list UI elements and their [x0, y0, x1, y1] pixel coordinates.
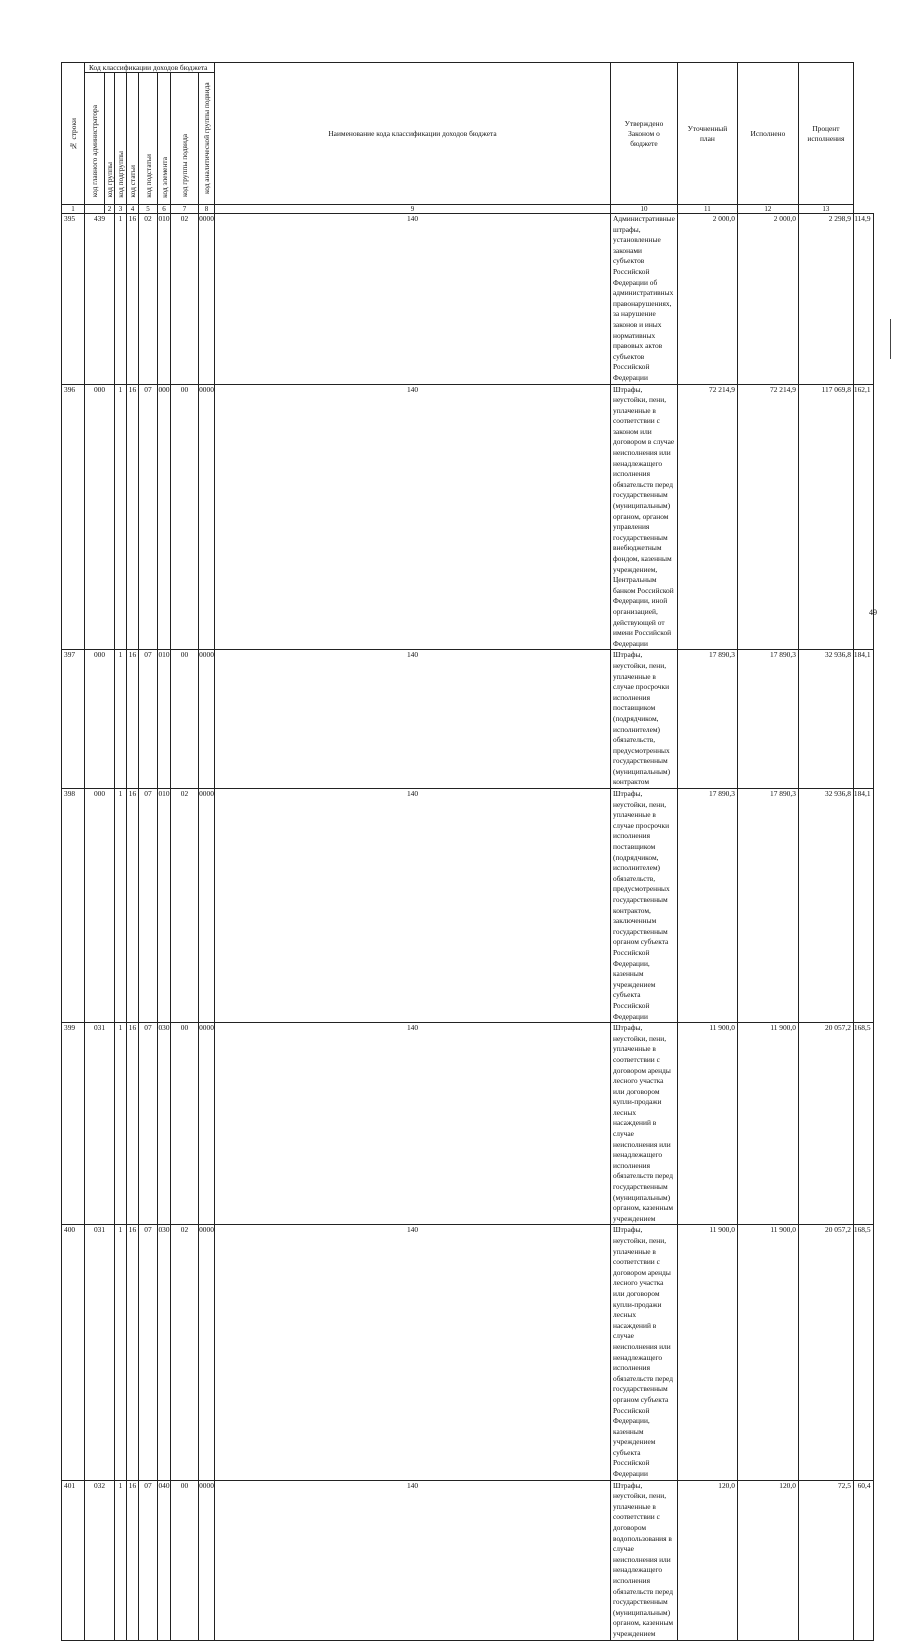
code-element-cell: 00: [171, 1023, 199, 1225]
code-subtype-group-cell: 0000: [199, 384, 215, 650]
code-article-cell: 07: [139, 789, 158, 1023]
code-analytic-group-cell: 140: [215, 384, 611, 650]
column-number: 9: [215, 205, 611, 214]
code-element-cell: 02: [171, 214, 199, 385]
executed-value-cell: 2 298,9: [798, 214, 853, 385]
code-admin-cell: 000: [85, 384, 115, 650]
row-number-header: № строки: [62, 63, 85, 205]
code-subgroup-cell: 16: [127, 650, 139, 789]
code-group-cell: 1: [115, 1480, 127, 1640]
percent-value-cell: 114,9: [853, 214, 873, 385]
code-subgroup-cell: 16: [127, 1023, 139, 1225]
revenue-name-cell: Штрафы, неустойки, пени, уплаченные в соответствии с законом или договором в случае неисполнения или ненадлежащего исполнения обязательств перед государственным (муниципальным) органом, органом управления государственным внебюджетным фондом, казенным учреждением, Центральным банком Российской Федерации, иной организацией, действующей от имени Российской Федерации: [611, 384, 678, 650]
code-analytic-group-cell: 140: [215, 214, 611, 385]
code-group-cell: 1: [115, 650, 127, 789]
table-row: [62, 1225, 874, 1480]
code-subarticle-header: код подстатьи: [139, 73, 158, 205]
code-group-cell: 1: [115, 214, 127, 385]
code-subarticle-cell: 010: [158, 650, 171, 789]
code-subgroup-cell: 16: [127, 1480, 139, 1640]
code-element-cell: 02: [171, 1225, 199, 1480]
code-element-cell: 02: [171, 789, 199, 1023]
row-number-cell: 395: [62, 214, 85, 385]
code-admin-cell: 031: [85, 1225, 115, 1480]
revenue-name-cell: Штрафы, неустойки, пени, уплаченные в соответствии с договором аренды лесного участка или договором купли-продажи лесных насаждений в случае неисполнения или ненадлежащего исполнения обязательств перед государственным органом субъекта Российской Федерации, казенным учреждением субъекта Российской Федерации: [611, 1225, 678, 1480]
table-row: [62, 1480, 874, 1640]
code-subgroup-cell: 16: [127, 384, 139, 650]
column-numbers-row: [62, 205, 874, 214]
percent-value-cell: 162,1: [853, 384, 873, 650]
code-admin-header: код главного администратора: [85, 73, 105, 205]
row-number-cell: 396: [62, 384, 85, 650]
approved-value-cell: 11 900,0: [677, 1023, 737, 1225]
code-article-cell: 02: [139, 214, 158, 385]
percent-value-cell: 168,5: [853, 1225, 873, 1480]
column-number: 2: [105, 205, 115, 214]
code-article-header: код статьи: [127, 73, 139, 205]
approved-value-cell: 2 000,0: [677, 214, 737, 385]
code-element-cell: 00: [171, 650, 199, 789]
executed-value-cell: 117 069,8: [798, 384, 853, 650]
revenue-name-cell: Штрафы, неустойки, пени, уплаченные в соответствии с договором водопользования в случае неисполнения или ненадлежащего исполнения обязательств перед государственным (муниципальным) органом, казенным учреждением: [611, 1480, 678, 1640]
page-number: 49: [869, 608, 877, 617]
executed-value-cell: 72,5: [798, 1480, 853, 1640]
executed-header: Исполнено: [737, 63, 798, 205]
column-number: 8: [199, 205, 215, 214]
refined-value-cell: 72 214,9: [737, 384, 798, 650]
row-number-cell: 401: [62, 1480, 85, 1640]
approved-value-cell: 72 214,9: [677, 384, 737, 650]
code-subgroup-cell: 16: [127, 214, 139, 385]
refined-value-cell: 11 900,0: [737, 1023, 798, 1225]
code-subtype-group-cell: 0000: [199, 214, 215, 385]
code-subarticle-cell: 010: [158, 789, 171, 1023]
code-subgroup-cell: 16: [127, 789, 139, 1023]
column-number: 5: [139, 205, 158, 214]
approved-value-cell: 17 890,3: [677, 650, 737, 789]
approved-value-cell: 120,0: [677, 1480, 737, 1640]
code-subtype-group-cell: 0000: [199, 650, 215, 789]
code-group-cell: 1: [115, 1023, 127, 1225]
column-number: 13: [798, 205, 853, 214]
code-subtype-group-cell: 0000: [199, 1480, 215, 1640]
percent-value-cell: 184,1: [853, 650, 873, 789]
table-row: [62, 650, 874, 789]
column-number: 6: [158, 205, 171, 214]
percent-header: Процент исполнения: [798, 63, 853, 205]
code-analytic-group-cell: 140: [215, 1225, 611, 1480]
code-admin-cell: 032: [85, 1480, 115, 1640]
refined-value-cell: 17 890,3: [737, 650, 798, 789]
executed-value-cell: 32 936,8: [798, 650, 853, 789]
code-element-cell: 00: [171, 1480, 199, 1640]
table-body: [62, 214, 874, 1641]
column-number: 1: [62, 205, 85, 214]
name-header: Наименование кода классификации доходов бюджета: [215, 63, 611, 205]
table-row: [62, 384, 874, 650]
code-analytic-group-cell: 140: [215, 650, 611, 789]
table-row: [62, 1023, 874, 1225]
column-number: 3: [115, 205, 127, 214]
percent-value-cell: 60,4: [853, 1480, 873, 1640]
code-group-header: код группы: [105, 73, 115, 205]
executed-value-cell: 20 057,2: [798, 1225, 853, 1480]
code-subtype-group-header: код группы подвида: [171, 73, 199, 205]
column-number: 10: [611, 205, 678, 214]
code-subgroup-cell: 16: [127, 1225, 139, 1480]
code-analytic-group-cell: 140: [215, 1480, 611, 1640]
executed-value-cell: 32 936,8: [798, 789, 853, 1023]
code-analytic-group-cell: 140: [215, 1023, 611, 1225]
code-article-cell: 07: [139, 1023, 158, 1225]
code-subarticle-cell: 030: [158, 1023, 171, 1225]
refined-value-cell: 11 900,0: [737, 1225, 798, 1480]
code-article-cell: 07: [139, 384, 158, 650]
refined-value-cell: 120,0: [737, 1480, 798, 1640]
code-element-cell: 00: [171, 384, 199, 650]
code-element-header: код элемента: [158, 73, 171, 205]
code-subtype-group-cell: 0000: [199, 1225, 215, 1480]
approved-value-cell: 11 900,0: [677, 1225, 737, 1480]
budget-revenue-table: [61, 62, 874, 1641]
row-number-cell: 400: [62, 1225, 85, 1480]
column-number: [85, 205, 105, 214]
table-row: [62, 789, 874, 1023]
code-subarticle-cell: 040: [158, 1480, 171, 1640]
column-number: 7: [171, 205, 199, 214]
code-analytic-group-header: код аналитической группы подвида: [199, 73, 215, 205]
approved-header: Утверждено Законом о бюджете: [611, 63, 678, 205]
code-admin-cell: 000: [85, 650, 115, 789]
code-article-cell: 07: [139, 650, 158, 789]
refined-plan-header: Уточненный план: [677, 63, 737, 205]
code-group-cell: 1: [115, 384, 127, 650]
code-admin-cell: 031: [85, 1023, 115, 1225]
column-number: 11: [677, 205, 737, 214]
revenue-name-cell: Административные штрафы, установленные законами субъектов Российской Федерации об административных правонарушениях, за нарушение законов и иных нормативных правовых актов субъектов Российской Федерации: [611, 214, 678, 385]
column-number: 4: [127, 205, 139, 214]
code-article-cell: 07: [139, 1480, 158, 1640]
code-analytic-group-cell: 140: [215, 789, 611, 1023]
revenue-name-cell: Штрафы, неустойки, пени, уплаченные в случае просрочки исполнения поставщиком (подрядчиком, исполнителем) обязательств, предусмотренных государственным (муниципальным) контрактом: [611, 650, 678, 789]
refined-value-cell: 2 000,0: [737, 214, 798, 385]
column-number: 12: [737, 205, 798, 214]
revenue-name-cell: Штрафы, неустойки, пени, уплаченные в случае просрочки исполнения поставщиком (подрядчиком, исполнителем) обязательств, предусмотренных государственным контрактом, заключенным государственным органом субъекта Российской Федерации, казенным учреждением субъекта Российской Федерации: [611, 789, 678, 1023]
revenue-name-cell: Штрафы, неустойки, пени, уплаченные в соответствии с договором аренды лесного участка или договором купли-продажи лесных насаждений в случае неисполнения или ненадлежащего исполнения обязательств перед государственным (муниципальным) органом, казенным учреждением: [611, 1023, 678, 1225]
code-subgroup-header: код подгруппы: [115, 73, 127, 205]
row-number-cell: 399: [62, 1023, 85, 1225]
code-group-cell: 1: [115, 789, 127, 1023]
approved-value-cell: 17 890,3: [677, 789, 737, 1023]
code-subtype-group-cell: 0000: [199, 1023, 215, 1225]
code-subarticle-cell: 000: [158, 384, 171, 650]
row-number-cell: 398: [62, 789, 85, 1023]
code-article-cell: 07: [139, 1225, 158, 1480]
row-number-cell: 397: [62, 650, 85, 789]
percent-value-cell: 168,5: [853, 1023, 873, 1225]
executed-value-cell: 20 057,2: [798, 1023, 853, 1225]
code-subarticle-cell: 030: [158, 1225, 171, 1480]
budget-table-sheet: [61, 62, 874, 1641]
scan-edge-mark: [890, 319, 891, 359]
refined-value-cell: 17 890,3: [737, 789, 798, 1023]
classification-code-group-header: Код классификации доходов бюджета: [85, 63, 215, 73]
code-subtype-group-cell: 0000: [199, 789, 215, 1023]
table-row: [62, 214, 874, 385]
code-subarticle-cell: 010: [158, 214, 171, 385]
code-admin-cell: 000: [85, 789, 115, 1023]
percent-value-cell: 184,1: [853, 789, 873, 1023]
code-admin-cell: 439: [85, 214, 115, 385]
code-group-cell: 1: [115, 1225, 127, 1480]
